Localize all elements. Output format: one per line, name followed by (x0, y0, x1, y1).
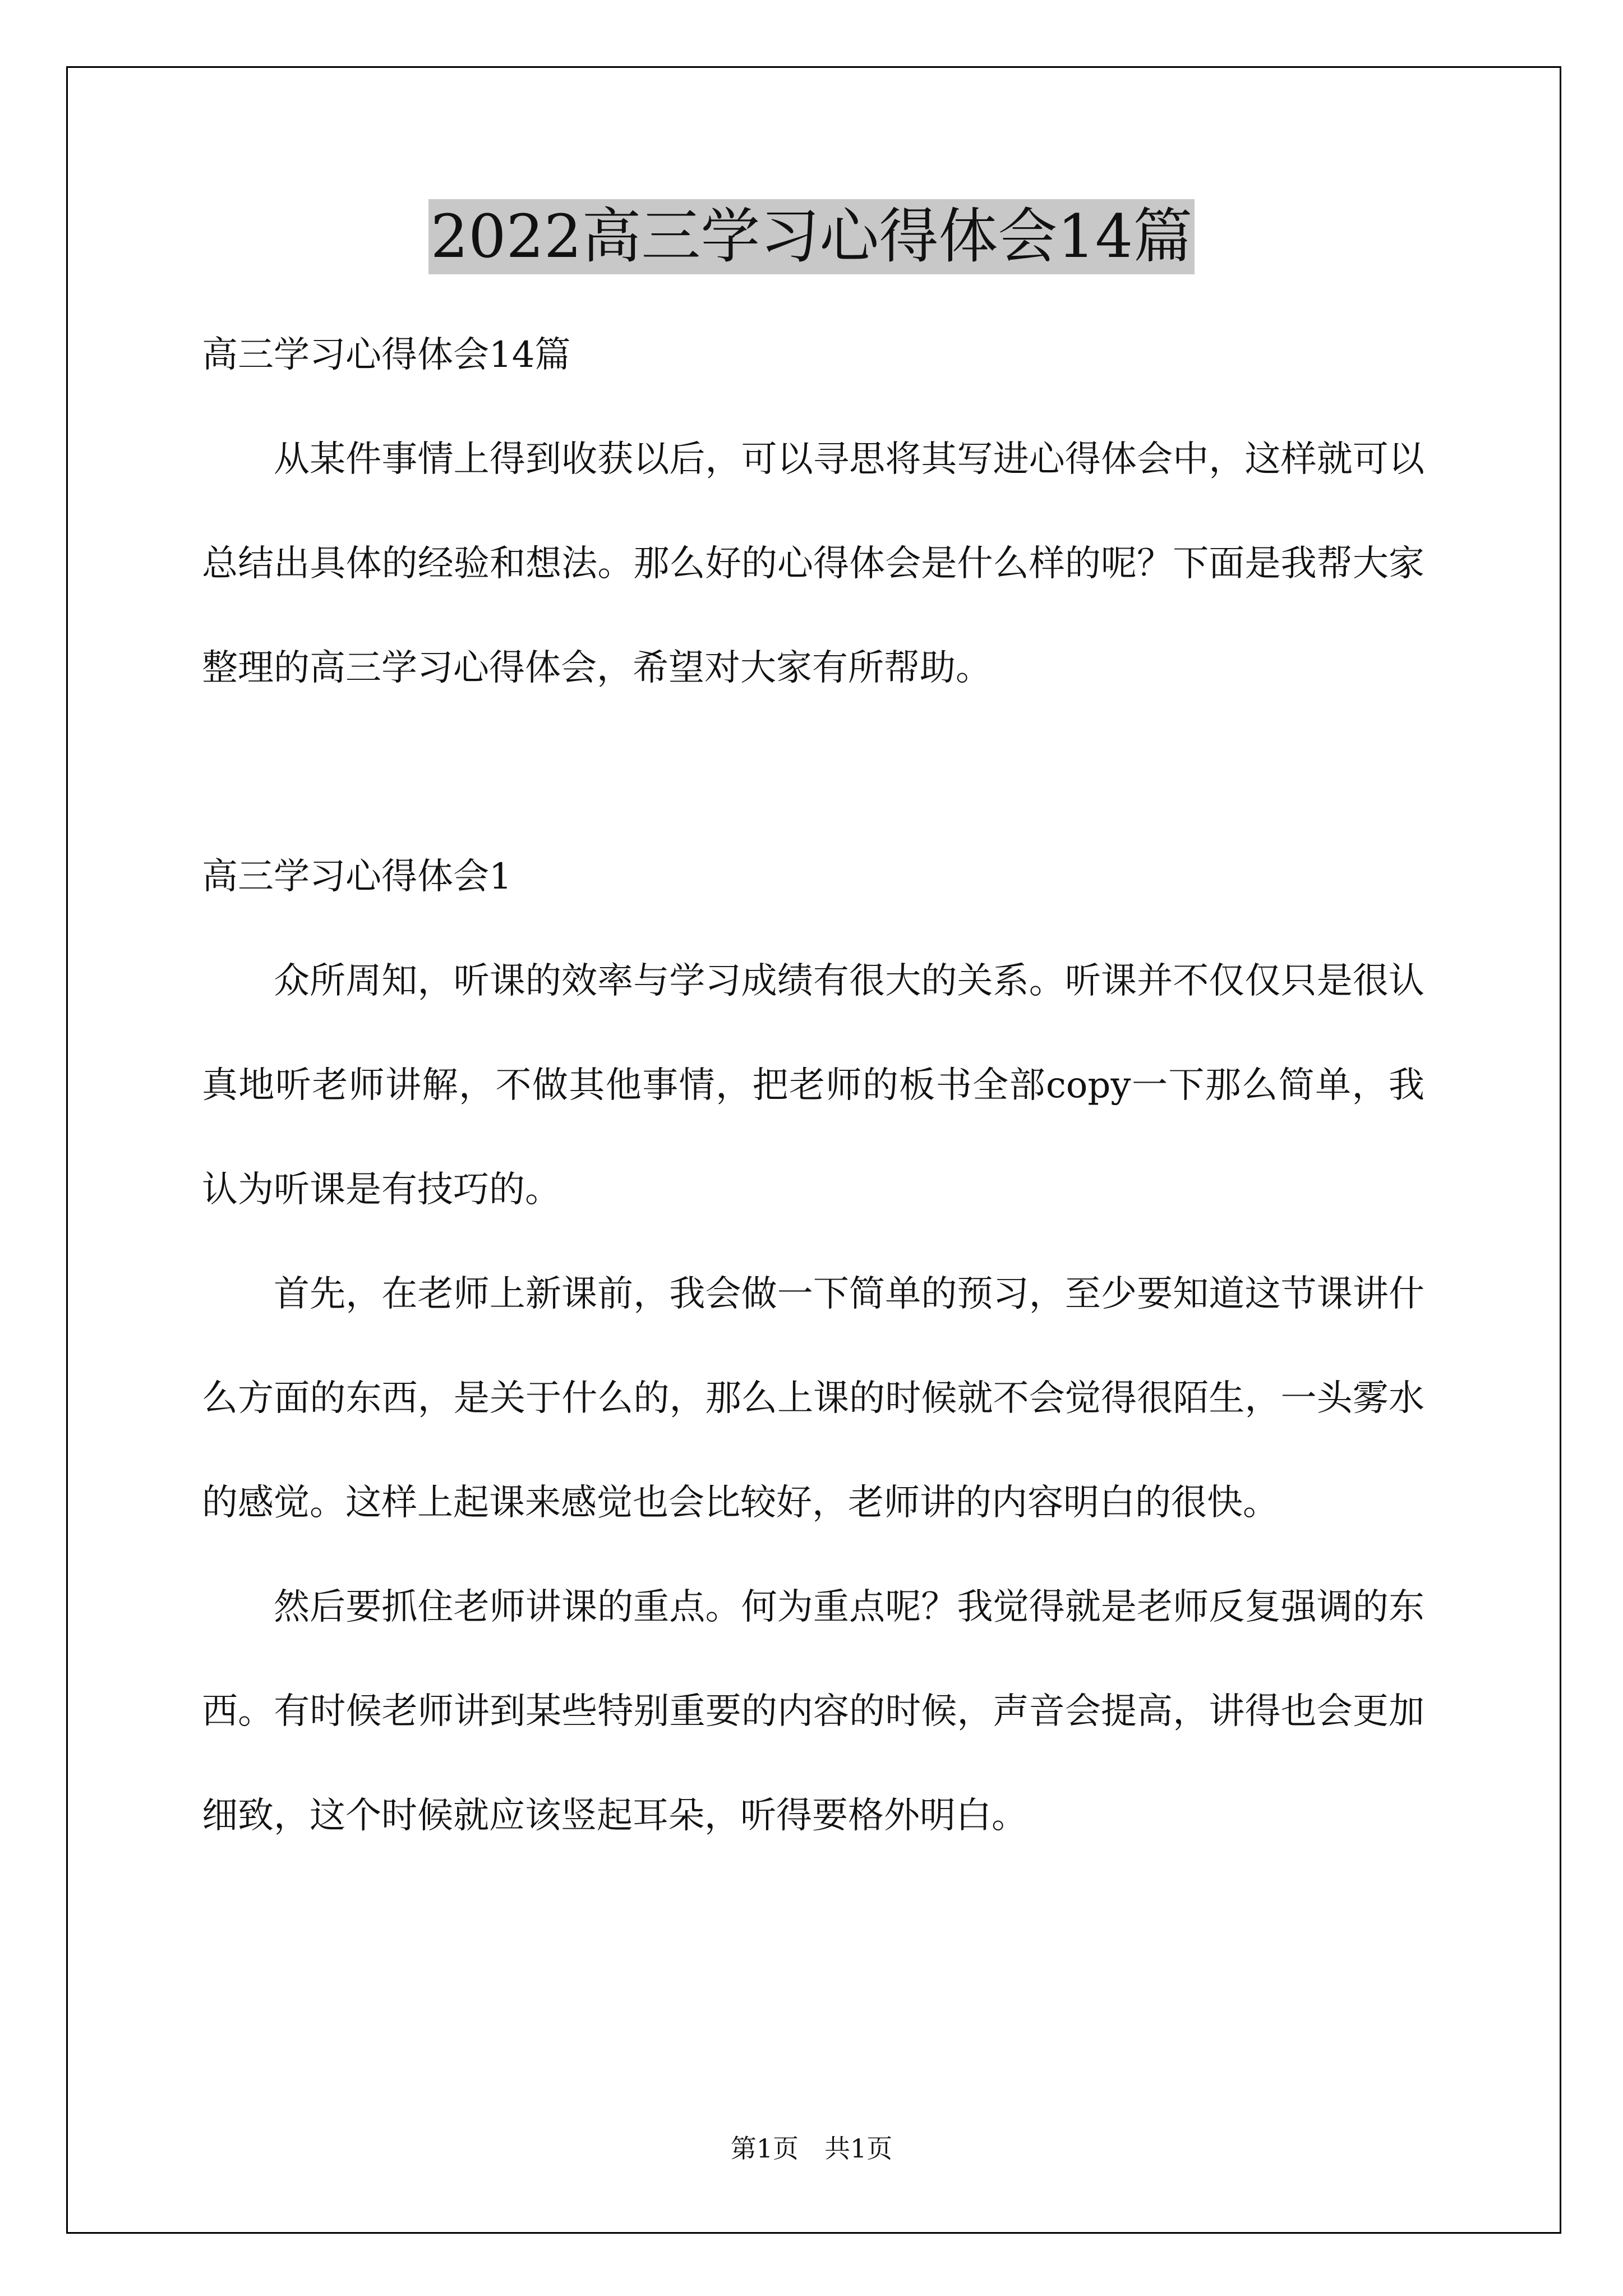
section-heading: 高三学习心得体会1 (202, 856, 512, 898)
body-paragraph-2: 首先，在老师上新课前，我会做一下简单的预习，至少要知道这节课讲什么方面的东西，是关于什么的，那么上课的时候就不会觉得很陌生，一头雾水的感觉。这样上起课来感觉也会比较好，老师讲的内容明白的很快。 (202, 1273, 1424, 1524)
section-spacer (202, 720, 1424, 825)
body-paragraph-3: 然后要抓住老师讲课的重点。何为重点呢？我觉得就是老师反复强调的东西。有时候老师讲到某些特别重要的内容的时候，声音会提高，讲得也会更加细致，这个时候就应该竖起耳朵，听得要格外明白。 (202, 1586, 1424, 1837)
body-paragraph-1: 众所周知，听课的效率与学习成绩有很大的关系。听课并不仅仅只是很认真地听老师讲解，不做其他事情，把老师的板书全部copy一下那么简单，我认为听课是有技巧的。 (202, 960, 1424, 1211)
document-subtitle: 高三学习心得体会14篇 (202, 334, 571, 376)
page-footer (0, 2132, 1623, 2165)
document-title: 2022高三学习心得体会14篇 (428, 199, 1195, 274)
intro-paragraph: 从某件事情上得到收获以后，可以寻思将其写进心得体会中，这样就可以总结出具体的经验和想法。那么好的心得体会是什么样的呢？下面是我帮大家整理的高三学习心得体会，希望对大家有所帮助。 (202, 439, 1424, 689)
title-container (0, 199, 1623, 274)
page-number: 第1页 共1页 (730, 2133, 893, 2164)
document-body (202, 303, 1424, 1868)
